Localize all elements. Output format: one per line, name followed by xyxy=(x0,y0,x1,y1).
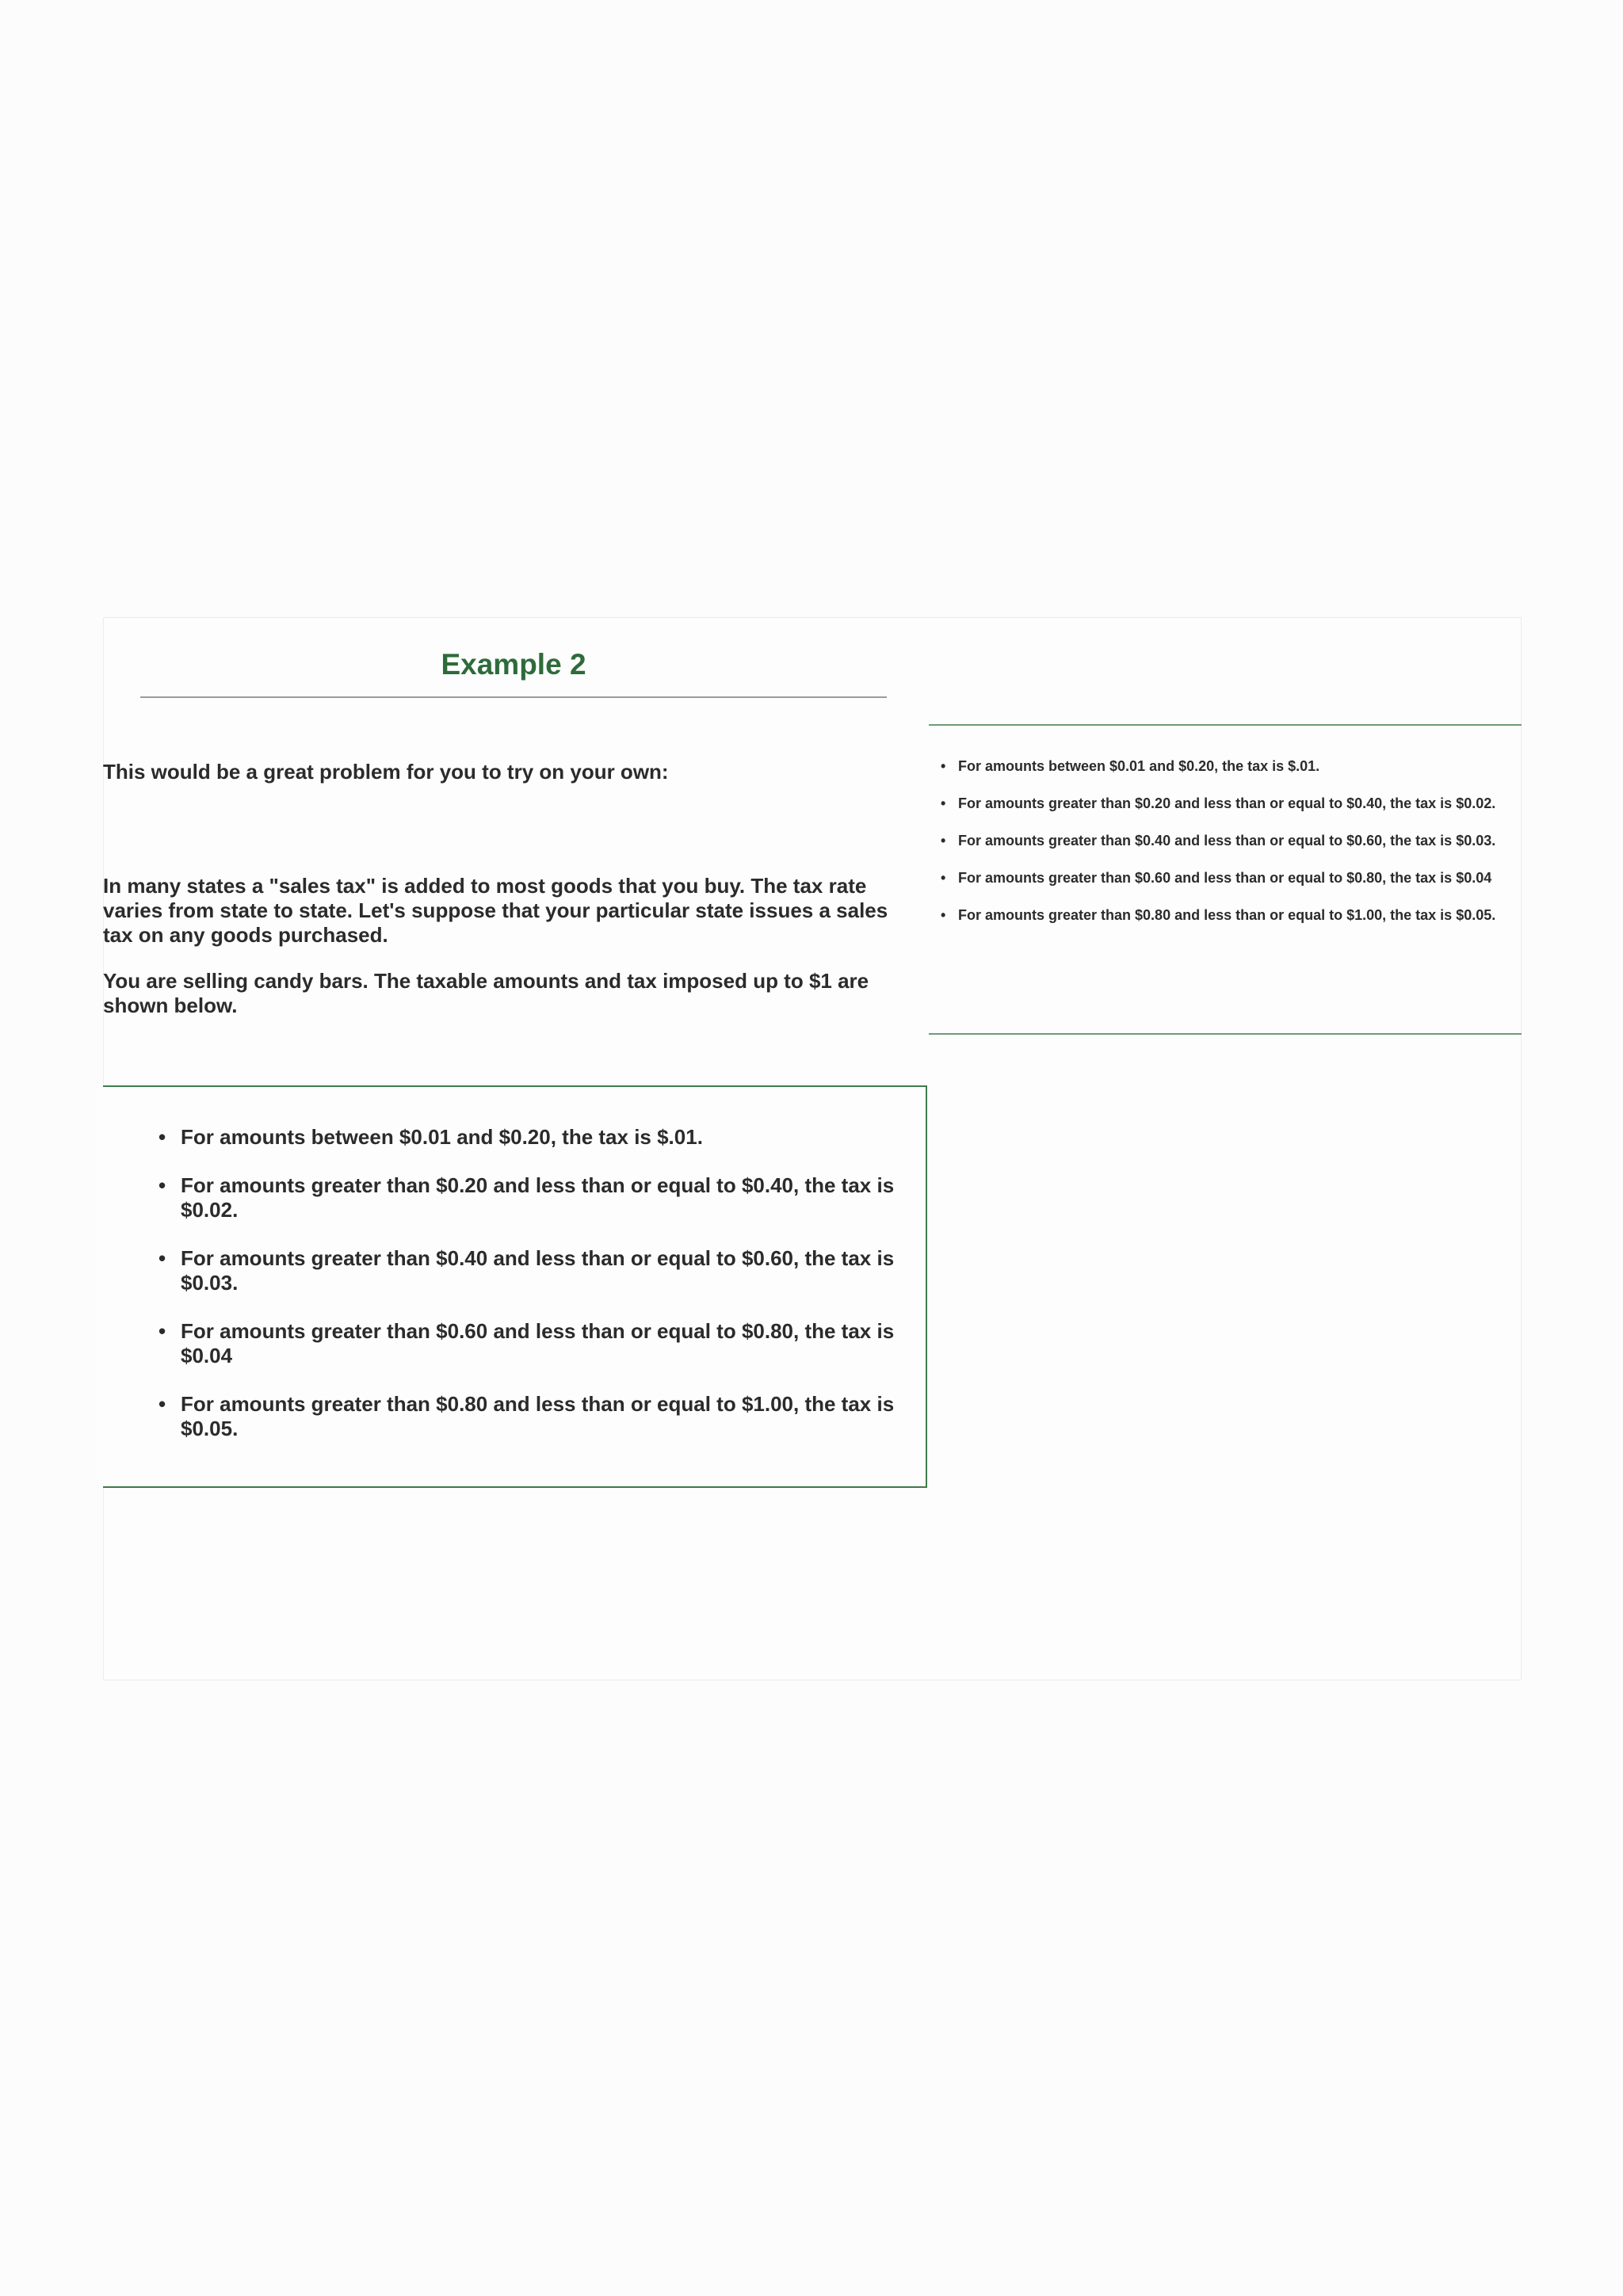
tax-rule-text: For amounts greater than $0.60 and less than or equal to $0.80, the tax is $0.04 xyxy=(181,1319,895,1367)
bullet-icon: • xyxy=(158,1125,166,1149)
list-item xyxy=(929,906,1522,925)
tax-rule-text: For amounts greater than $0.20 and less than or equal to $0.40, the tax is $0.02. xyxy=(181,1173,895,1222)
bullet-icon: • xyxy=(158,1173,166,1197)
tax-rule-text: For amounts greater than $0.80 and less than or equal to $1.00, the tax is $0.05. xyxy=(958,907,1496,923)
tax-rule-text: For amounts greater than $0.40 and less than or equal to $0.60, the tax is $0.03. xyxy=(181,1246,895,1295)
title-divider xyxy=(140,696,887,698)
bullet-icon: • xyxy=(158,1246,166,1270)
bullet-icon: • xyxy=(941,870,946,886)
list-item xyxy=(103,1246,926,1295)
list-item xyxy=(929,795,1522,813)
bullet-icon: • xyxy=(941,833,946,849)
tax-rules-preview xyxy=(929,724,1522,1035)
list-item xyxy=(103,1319,926,1368)
list-item xyxy=(103,1392,926,1441)
bullet-icon: • xyxy=(941,758,946,774)
tax-rule-text: For amounts between $0.01 and $0.20, the tax is $.01. xyxy=(181,1125,703,1149)
tax-rule-text: For amounts greater than $0.20 and less than or equal to $0.40, the tax is $0.02. xyxy=(958,795,1496,811)
tax-rule-text: For amounts greater than $0.80 and less than or equal to $1.00, the tax is $0.05. xyxy=(181,1392,895,1440)
page-title: Example 2 xyxy=(441,648,586,681)
tax-rules-box xyxy=(103,1085,927,1488)
tax-rule-text: For amounts greater than $0.40 and less than or equal to $0.60, the tax is $0.03. xyxy=(958,833,1496,849)
tax-rules-preview-list xyxy=(929,757,1522,944)
bullet-icon: • xyxy=(158,1319,166,1343)
intro-text: This would be a great problem for you to try on your own: xyxy=(103,760,669,784)
tax-rule-text: For amounts greater than $0.60 and less than or equal to $0.80, the tax is $0.04 xyxy=(958,870,1492,886)
list-item xyxy=(929,832,1522,850)
paragraph-candy-bars: You are selling candy bars. The taxable amounts and tax imposed up to $1 are shown below. xyxy=(103,969,869,1017)
list-item xyxy=(929,757,1522,776)
bullet-icon: • xyxy=(941,795,946,811)
tax-rules-list xyxy=(103,1125,926,1465)
paragraph-sales-tax: In many states a "sales tax" is added to most goods that you buy. The tax rate varies from state to state. Let's suppose that your particular state issues a sales tax on any goods purchased. xyxy=(103,874,888,947)
tax-rule-text: For amounts between $0.01 and $0.20, the tax is $.01. xyxy=(958,758,1320,774)
bullet-icon: • xyxy=(158,1392,166,1416)
list-item xyxy=(103,1173,926,1222)
bullet-icon: • xyxy=(941,907,946,923)
list-item xyxy=(103,1125,926,1150)
list-item xyxy=(929,869,1522,887)
